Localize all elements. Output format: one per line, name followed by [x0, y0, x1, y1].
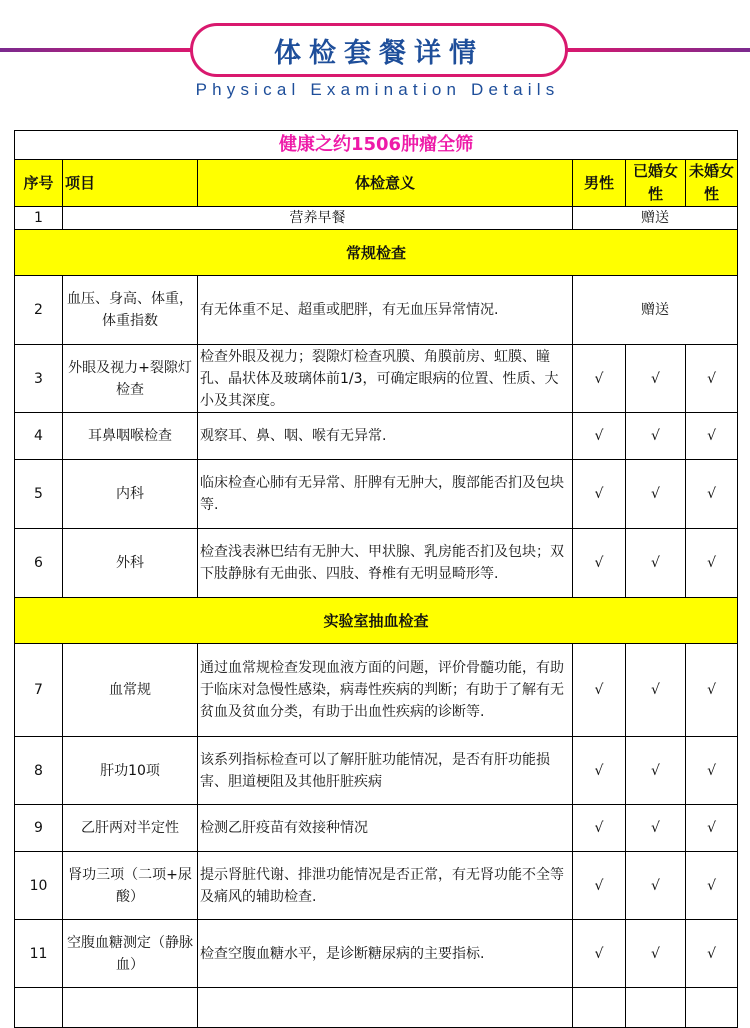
col-header-no: 序号: [15, 160, 63, 207]
check-male: √: [573, 805, 626, 852]
table-row: [15, 460, 738, 529]
row-no: 6: [15, 529, 63, 598]
table-row: [15, 737, 738, 805]
row-item: 内科: [63, 460, 198, 529]
check-married-female: √: [626, 413, 686, 460]
check-male: √: [573, 413, 626, 460]
col-header-unmarried-female: 未婚女性: [686, 160, 738, 207]
table-row: [15, 920, 738, 988]
page-title: 体检套餐详情: [190, 23, 568, 77]
check-unmarried-female: √: [686, 345, 738, 413]
table-row: [15, 345, 738, 413]
row-no: 4: [15, 413, 63, 460]
row-description: 临床检查心肺有无异常、肝脾有无肿大，腹部能否扪及包块等.: [198, 460, 573, 529]
row-item: 耳鼻咽喉检查: [63, 413, 198, 460]
row-no: 7: [15, 644, 63, 737]
table-row: [15, 413, 738, 460]
table-row: [15, 644, 738, 737]
check-married-female: √: [626, 920, 686, 988]
check-male: √: [573, 345, 626, 413]
row-item: 肾功三项（二项+尿酸）: [63, 852, 198, 920]
check-married-female: √: [626, 852, 686, 920]
row-no: 11: [15, 920, 63, 988]
check-male: √: [573, 852, 626, 920]
row-description: 检查空腹血糖水平，是诊断糖尿病的主要指标.: [198, 920, 573, 988]
page-subtitle: Physical Examination Details: [195, 80, 560, 99]
row-item: 肝功10项: [63, 737, 198, 805]
row-item: 空腹血糖测定（静脉血）: [63, 920, 198, 988]
check-male: √: [573, 737, 626, 805]
check-unmarried-female: √: [686, 460, 738, 529]
header-line-left: [0, 48, 192, 52]
row-gift: 赠送: [573, 276, 738, 345]
col-header-male: 男性: [573, 160, 626, 207]
section-title: 常规检查: [15, 230, 738, 276]
col-header-item: 项目: [63, 160, 198, 207]
row-item: 外科: [63, 529, 198, 598]
row-item: 乙肝两对半定性: [63, 805, 198, 852]
check-unmarried-female: √: [686, 413, 738, 460]
check-male: √: [573, 529, 626, 598]
col-header-married-female: 已婚女性: [626, 160, 686, 207]
exam-table: [14, 130, 738, 1028]
section-title: 实验室抽血检查: [15, 598, 738, 644]
row-description: 该系列指标检查可以了解肝脏功能情况，是否有肝功能损害、胆道梗阻及其他肝脏疾病: [198, 737, 573, 805]
check-male: √: [573, 460, 626, 529]
row-no: 1: [15, 207, 63, 230]
check-married-female: √: [626, 529, 686, 598]
check-unmarried-female: √: [686, 529, 738, 598]
col-header-meaning: 体检意义: [198, 160, 573, 207]
check-married-female: √: [626, 805, 686, 852]
check-unmarried-female: √: [686, 805, 738, 852]
table-row: [15, 852, 738, 920]
table-row: [15, 207, 738, 230]
check-married-female: √: [626, 345, 686, 413]
row-no: 8: [15, 737, 63, 805]
check-unmarried-female: √: [686, 852, 738, 920]
check-married-female: √: [626, 460, 686, 529]
row-description: 检测乙肝疫苗有效接种情况: [198, 805, 573, 852]
header-line-right: [566, 48, 750, 52]
check-male: √: [573, 644, 626, 737]
check-unmarried-female: √: [686, 644, 738, 737]
row-item: 血常规: [63, 644, 198, 737]
check-unmarried-female: √: [686, 737, 738, 805]
row-description: 检查外眼及视力；裂隙灯检查巩膜、角膜前房、虹膜、瞳孔、晶状体及玻璃体前1/3，可确定眼病的位置、性质、大小及其深度。: [198, 345, 573, 413]
row-description: 有无体重不足、超重或肥胖，有无血压异常情况.: [198, 276, 573, 345]
table-row: [15, 529, 738, 598]
row-description: 检查浅表淋巴结有无肿大、甲状腺、乳房能否扪及包块；双下肢静脉有无曲张、四肢、脊椎有无明显畸形等.: [198, 529, 573, 598]
table-row: [15, 276, 738, 345]
row-description: 通过血常规检查发现血液方面的问题，评价骨髓功能，有助于临床对急慢性感染，病毒性疾病的判断；有助于了解有无贫血及贫血分类，有助于出血性疾病的诊断等.: [198, 644, 573, 737]
check-unmarried-female: √: [686, 920, 738, 988]
row-gift: 赠送: [573, 207, 738, 230]
row-no: 9: [15, 805, 63, 852]
row-no: 2: [15, 276, 63, 345]
row-description: 观察耳、鼻、咽、喉有无异常.: [198, 413, 573, 460]
table-row: [15, 805, 738, 852]
package-title: 健康之约1506肿瘤全筛: [15, 131, 738, 160]
row-item: 外眼及视力+裂隙灯检查: [63, 345, 198, 413]
row-item: 血压、身高、体重，体重指数: [63, 276, 198, 345]
row-no: 3: [15, 345, 63, 413]
check-married-female: √: [626, 644, 686, 737]
row-item: 营养早餐: [63, 207, 573, 230]
check-married-female: √: [626, 737, 686, 805]
row-no: 5: [15, 460, 63, 529]
check-male: √: [573, 920, 626, 988]
row-no: 10: [15, 852, 63, 920]
row-description: 提示肾脏代谢、排泄功能情况是否正常，有无肾功能不全等及痛风的辅助检查.: [198, 852, 573, 920]
